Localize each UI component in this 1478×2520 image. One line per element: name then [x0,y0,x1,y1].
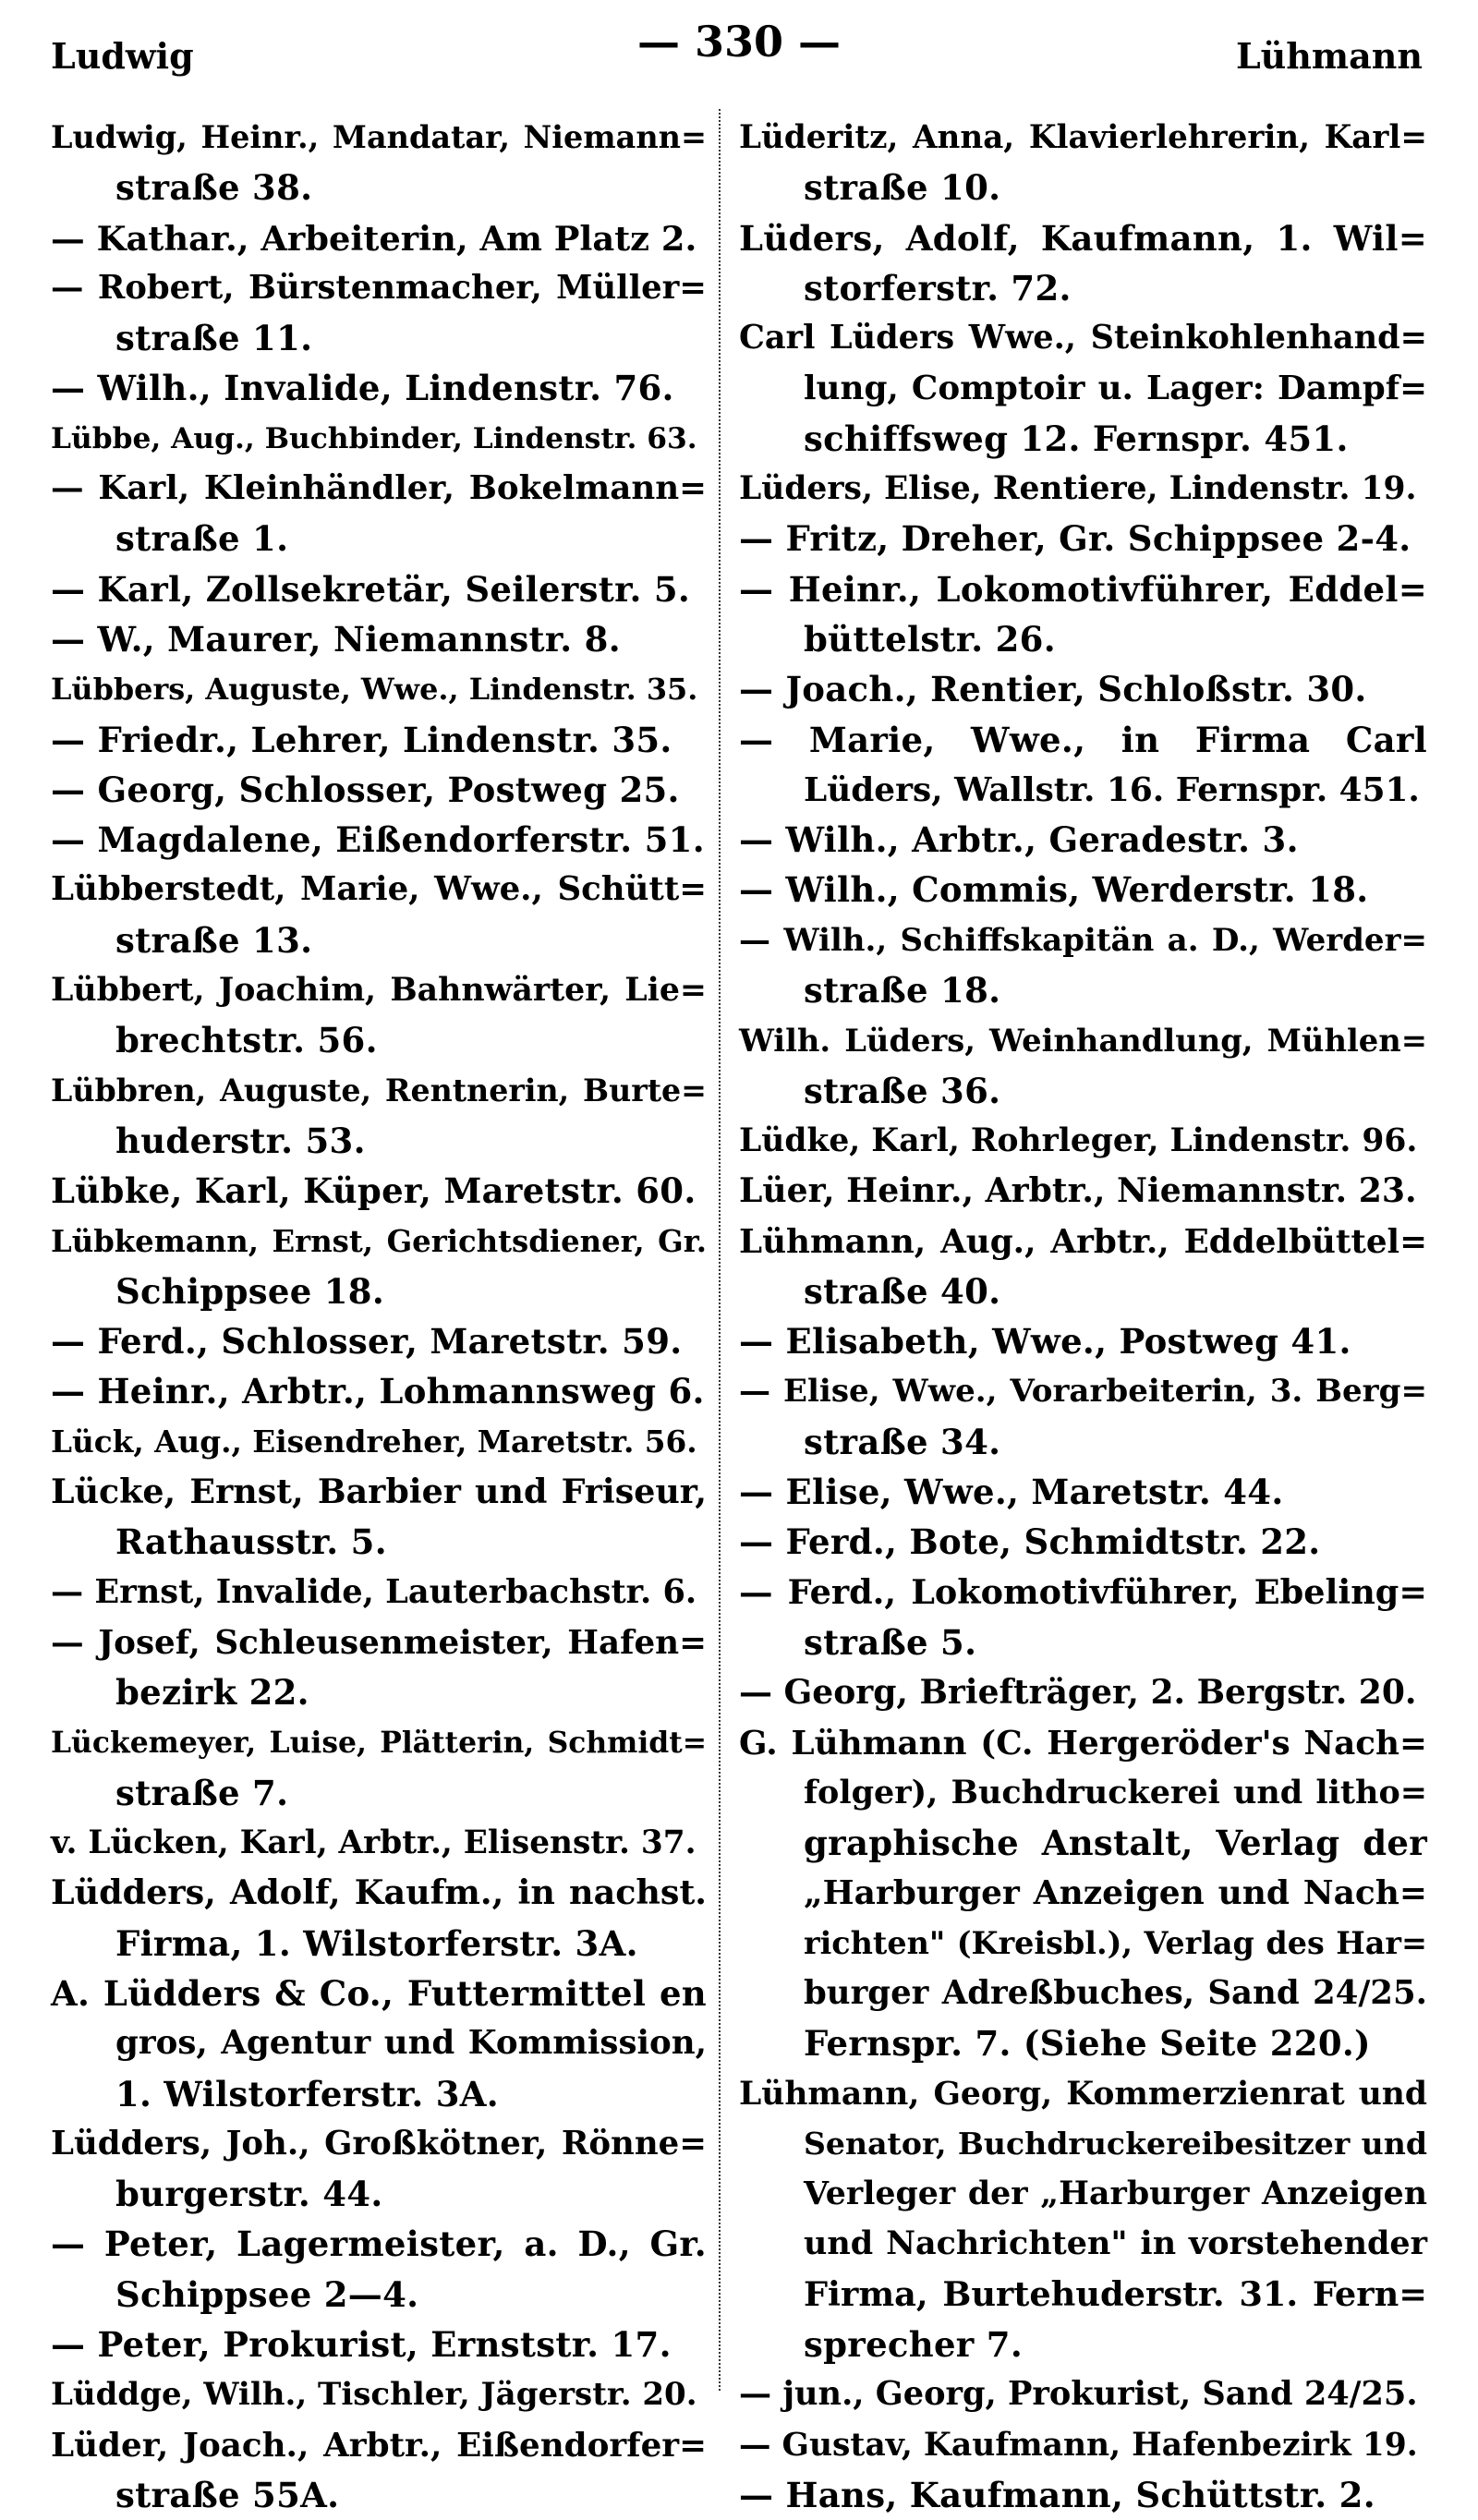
entry-continuation-line: storferstr. 72. [804,267,1072,309]
entry-line: — W., Maurer, Niemannstr. 8. [51,618,621,660]
directory-entry [739,2470,1427,2520]
entry-continuation-line: gros, Agentur und Kommission, [115,2024,707,2063]
entry-line: — Wilh., Invalide, Lindenstr. 76. [51,368,674,409]
entry-line: — Ferd., Schlosser, Maretstr. 59. [51,1321,683,1363]
directory-entry [51,865,707,965]
running-head-left: Ludwig [51,35,194,77]
entry-line: Lübberstedt, Marie, Wwe., Schütt= [51,870,707,909]
entry-line: Lübbe, Aug., Buchbinder, Lindenstr. 63. [51,421,697,455]
entry-continuation-line: straße 1. [115,518,289,560]
entry-line: — Magdalene, Eißendorferstr. 51. [51,819,705,861]
entry-continuation-line: Lüders, Wallstr. 16. Fernspr. 451. [804,769,1420,809]
directory-entry [51,414,707,464]
entry-line: Lühmann, Georg, Kommerzienrat und [739,2075,1427,2113]
entry-continuation-line: sprecher 7. [804,2324,1024,2366]
entry-line: — Karl, Kleinhändler, Bokelmann= [51,469,707,508]
entry-line: A. Lüdders & Co., Futtermittel en [51,1972,707,2014]
entry-line: — Peter, Lagermeister, a. D., Gr. [51,2223,707,2265]
entry-line: Ludwig, Heinr., Mandatar, Niemann= [51,119,707,155]
entry-line: — Georg, Schlosser, Postweg 25. [51,769,680,810]
directory-entry [51,464,707,564]
page-number: — 330 — [636,17,842,67]
entry-continuation-line: brechtstr. 56. [115,1020,378,1061]
directory-entry [51,1217,707,1317]
entry-line: Lübkemann, Ernst, Gerichtsdiener, Gr. [51,1223,707,1259]
entry-continuation-line: Schippsee 2—4. [115,2273,419,2315]
directory-entry [739,1718,1427,2069]
entry-continuation-line: huderstr. 53. [115,1120,366,1161]
directory-entry [51,113,707,213]
directory-entry [51,2369,707,2419]
entry-continuation-line: straße 38. [115,167,313,209]
entry-line: — Peter, Prokurist, Ernststr. 17. [51,2324,672,2366]
directory-entry [51,614,707,664]
entry-line: Lübbert, Joachim, Bahnwärter, Lie= [51,971,707,1010]
entry-line: — Marie, Wwe., in Firma Carl [739,719,1427,760]
directory-entry [51,263,707,364]
entry-line: — Joach., Rentier, Schloßstr. 30. [739,669,1367,710]
entry-line: — Heinr., Arbtr., Lohmannsweg 6. [51,1371,705,1412]
entry-continuation-line: burger Adreßbuches, Sand 24/25. [804,1973,1427,2012]
directory-entry [51,1868,707,1969]
entry-line: G. Lühmann (C. Hergeröder's Nach= [739,1723,1427,1763]
entry-line: — Josef, Schleusenmeister, Hafen= [51,1622,707,1662]
entry-line: Lüdders, Adolf, Kaufm., in nachst. [51,1872,707,1913]
directory-entry [51,715,707,765]
entry-continuation-line: Fernspr. 7. (Siehe Seite 220.) [804,2023,1371,2065]
directory-entry [51,363,707,413]
entry-continuation-line: büttelstr. 26. [804,618,1056,660]
directory-entry [51,213,707,263]
entry-line: Lücke, Ernst, Barbier und Friseur, [51,1472,707,1512]
entry-continuation-line: Rathausstr. 5. [115,1521,387,1563]
entry-continuation-line: und Nachrichten" in vorstehender [804,2224,1427,2263]
directory-entry [739,514,1427,563]
entry-line: Lüderitz, Anna, Klavierlehrerin, Karl= [739,119,1427,156]
directory-entry [51,1166,707,1216]
entry-continuation-line: bezirk 22. [115,1672,309,1714]
directory-entry [739,2420,1427,2470]
right-column [739,113,1427,2520]
directory-entry [739,1316,1427,1366]
directory-entry [51,815,707,865]
directory-entry [51,2119,707,2220]
entry-line: — Robert, Bürstenmacher, Müller= [51,268,707,307]
entry-continuation-line: schiffsweg 12. Fernspr. 451. [804,418,1349,459]
entry-line: Lüders, Elise, Rentiere, Lindenstr. 19. [739,470,1417,508]
directory-entry [51,1718,707,1819]
directory-entry [739,113,1427,213]
entry-line: Lüddge, Wilh., Tischler, Jägerstr. 20. [51,2376,697,2414]
directory-entry [51,1467,707,1568]
directory-entry [739,915,1427,1016]
entry-continuation-line: straße 13. [115,919,313,961]
entry-line: — Karl, Zollsekretär, Seilerstr. 5. [51,568,691,610]
directory-entry [739,1116,1427,1166]
entry-continuation-line: Verleger der „Harburger Anzeigen [804,2175,1427,2213]
entry-line: Lückemeyer, Luise, Plätterin, Schmidt= [51,1726,707,1760]
entry-line: — Wilh., Commis, Werderstr. 18. [739,869,1369,911]
directory-entry [51,1568,707,1617]
entry-line: — Wilh., Schiffskapitän a. D., Werder= [739,921,1427,959]
directory-entry [739,1568,1427,1668]
entry-line: — Elise, Wwe., Vorarbeiterin, 3. Berg= [739,1373,1427,1411]
directory-entry [739,715,1427,816]
directory-entry [739,2069,1427,2370]
entry-line: — Friedr., Lehrer, Lindenstr. 35. [51,719,672,760]
entry-continuation-line: folger), Buchdruckerei und litho= [804,1773,1427,1811]
column-divider [719,109,721,2391]
directory-entry [739,2369,1427,2419]
directory-entry [739,464,1427,514]
directory-entry [51,1818,707,1868]
entry-continuation-line: Senator, Buchdruckereibesitzer und [804,2125,1427,2162]
entry-continuation-line: straße 11. [115,318,313,359]
entry-line: v. Lücken, Karl, Arbtr., Elisenstr. 37. [51,1824,697,1862]
entry-continuation-line: burgerstr. 44. [115,2174,383,2215]
entry-line: Lühmann, Aug., Arbtr., Eddelbüttel= [739,1221,1427,1261]
entry-line: Lübke, Karl, Küper, Maretstr. 60. [51,1170,697,1212]
entry-line: — Ernst, Invalide, Lauterbachstr. 6. [51,1572,697,1611]
entry-line: Lübbren, Auguste, Rentnerin, Burte= [51,1072,707,1109]
left-column [51,113,707,2520]
directory-entry [739,865,1427,915]
directory-entry [739,1467,1427,1517]
entry-continuation-line: lung, Comptoir u. Lager: Dampf= [804,369,1427,408]
directory-entry [51,1417,707,1467]
directory-entry [739,1366,1427,1467]
directory-entry [51,664,707,714]
entry-line: — Wilh., Arbtr., Geradestr. 3. [739,819,1299,861]
entry-continuation-line: straße 40. [804,1270,1001,1312]
directory-entry [51,965,707,1066]
directory-entry [51,564,707,614]
directory-entry [51,2420,707,2520]
entry-continuation-line: straße 55A. [115,2474,340,2515]
directory-entry [739,1166,1427,1216]
directory-entry [51,2219,707,2320]
entry-line: — Gustav, Kaufmann, Hafenbezirk 19. [739,2426,1418,2464]
directory-entry [739,1517,1427,1567]
directory-entry [739,1217,1427,1317]
entry-continuation-line: Schippsee 18. [115,1270,385,1312]
entry-continuation-line: Firma, 1. Wilstorferstr. 3A. [115,1922,638,1964]
entry-continuation-line: „Harburger Anzeigen und Nach= [804,1873,1427,1913]
entry-line: Lüders, Adolf, Kaufmann, 1. Wil= [739,217,1427,259]
entry-line: — Georg, Briefträger, 2. Bergstr. 20. [739,1673,1417,1713]
directory-entry [739,1667,1427,1717]
entry-continuation-line: Firma, Burtehuderstr. 31. Fern= [804,2273,1427,2314]
entry-continuation-line: straße 34. [804,1421,1001,1462]
entry-line: — Fritz, Dreher, Gr. Schippsee 2-4. [739,518,1411,560]
directory-entry [51,2320,707,2369]
entry-line: Lück, Aug., Eisendreher, Maretstr. 56. [51,1423,697,1460]
entry-continuation-line: 1. Wilstorferstr. 3A. [115,2073,499,2114]
directory-entry [51,1366,707,1416]
entry-line: Wilh. Lüders, Weinhandlung, Mühlen= [739,1022,1427,1060]
directory-entry [51,765,707,815]
entry-line: — Heinr., Lokomotivführer, Eddel= [739,568,1427,610]
entry-continuation-line: straße 10. [804,167,1001,209]
entry-continuation-line: straße 18. [804,970,1001,1012]
entry-line: — Hans, Kaufmann, Schüttstr. 2. [739,2474,1375,2515]
entry-continuation-line: straße 36. [804,1070,1001,1111]
entry-line: Lüer, Heinr., Arbtr., Niemannstr. 23. [739,1170,1417,1211]
entry-line: — Ferd., Lokomotivführer, Ebeling= [739,1571,1427,1612]
directory-entry [739,815,1427,865]
directory-entry [51,1066,707,1167]
entry-continuation-line: straße 5. [804,1621,977,1663]
entry-line: Lüdke, Karl, Rohrleger, Lindenstr. 96. [739,1121,1418,1159]
entry-continuation-line: straße 7. [115,1772,289,1813]
running-head-right: Lühmann [1235,35,1423,77]
entry-line: Lüder, Joach., Arbtr., Eißendorfer= [51,2425,707,2465]
directory-entry [739,664,1427,714]
entry-continuation-line: graphische Anstalt, Verlag der [804,1823,1427,1864]
directory-entry [739,1015,1427,1116]
entry-line: — jun., Georg, Prokurist, Sand 24/25. [739,2375,1418,2414]
entry-line: Carl Lüders Wwe., Steinkohlenhand= [739,319,1427,357]
directory-entry [51,1969,707,2119]
directory-entry [51,1316,707,1366]
entry-line: Lüdders, Joh., Großkötner, Rönne= [51,2124,707,2163]
entry-line: Lübbers, Auguste, Wwe., Lindenstr. 35. [51,672,698,708]
entry-line: — Elisabeth, Wwe., Postweg 41. [739,1321,1351,1363]
directory-entry [51,1617,707,1718]
entry-continuation-line: richten" (Kreisbl.), Verlag des Har= [804,1924,1427,1961]
directory-entry [739,213,1427,314]
directory-entry [739,313,1427,464]
entry-line: — Elise, Wwe., Maretstr. 44. [739,1472,1284,1513]
directory-entry [739,564,1427,665]
entry-line: — Kathar., Arbeiterin, Am Platz 2. [51,217,697,259]
entry-line: — Ferd., Bote, Schmidtstr. 22. [739,1521,1321,1563]
